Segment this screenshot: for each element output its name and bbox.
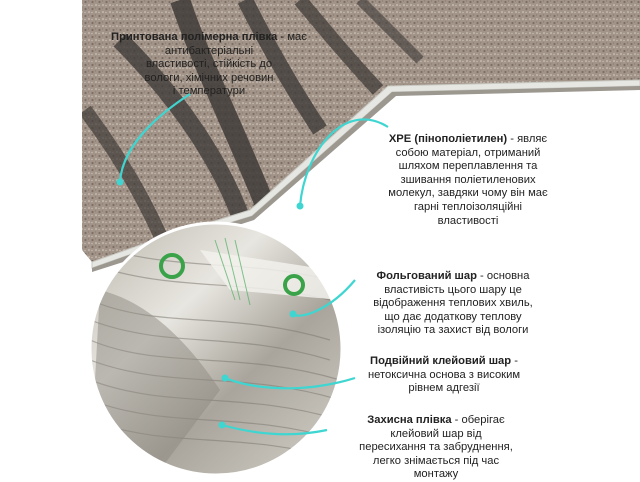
annotation-title: Подвійний клейовий шар — [370, 355, 512, 367]
callout-adhesive-dot — [222, 375, 229, 382]
annotation-line: зшивання поліетиленових — [400, 173, 536, 186]
annotation-line: властивості, стійкість до — [145, 58, 273, 71]
annotation-line: відображення теплових хвиль, — [373, 297, 533, 310]
annotation-xpe — [350, 133, 586, 228]
annotation-line: і температури — [172, 85, 246, 98]
annotation-line: легко знімається під час — [372, 454, 500, 467]
annotation-line: клейовий шар від — [390, 427, 482, 440]
annotation-line: властивості — [437, 214, 499, 227]
annotation-line: - основна — [476, 270, 530, 282]
annotation-line: - оберігає — [451, 414, 505, 426]
annotation-title: Принтована полімерна плівка — [111, 31, 278, 43]
annotation-title: Захисна плівка — [367, 414, 452, 426]
annotation-line: - має антибактеріальні — [164, 31, 307, 57]
annotation-foil-layer — [348, 270, 558, 338]
annotation-line: властивість цього шару це — [384, 283, 522, 296]
callout-print-dot — [117, 179, 124, 186]
annotation-line: - — [511, 355, 518, 367]
annotation-protective-film — [318, 414, 554, 482]
annotation-line: - являє — [507, 133, 548, 145]
annotation-title: XPE (пінополіетилен) — [388, 133, 508, 145]
annotation-line: гарні теплоізоляційні — [413, 200, 523, 213]
annotation-line: пересихання та забруднення, — [359, 441, 513, 454]
annotation-line: рівнем адгезії — [408, 382, 480, 395]
callout-foil-dot — [290, 311, 297, 318]
annotation-line: ізоляцію та захист від вологи — [377, 324, 529, 337]
annotation-line: молекул, завдяки чому він має — [388, 187, 548, 200]
annotation-printed-film — [104, 31, 314, 99]
callout-protective-dot — [219, 422, 226, 429]
annotation-line: монтажу — [413, 468, 459, 481]
annotation-line: собою матеріал, отриманий — [395, 146, 541, 159]
annotation-line: що дає додаткову теплову — [384, 310, 522, 323]
annotation-line: шляхом переплавлення та — [398, 160, 538, 173]
annotation-line: нетоксична основа з високим — [367, 368, 521, 381]
annotation-adhesive-layer — [336, 355, 552, 396]
annotation-line: вологи, хімічних речовин — [144, 71, 274, 84]
annotation-title: Фольгований шар — [376, 270, 477, 282]
callout-xpe-dot — [297, 203, 304, 210]
